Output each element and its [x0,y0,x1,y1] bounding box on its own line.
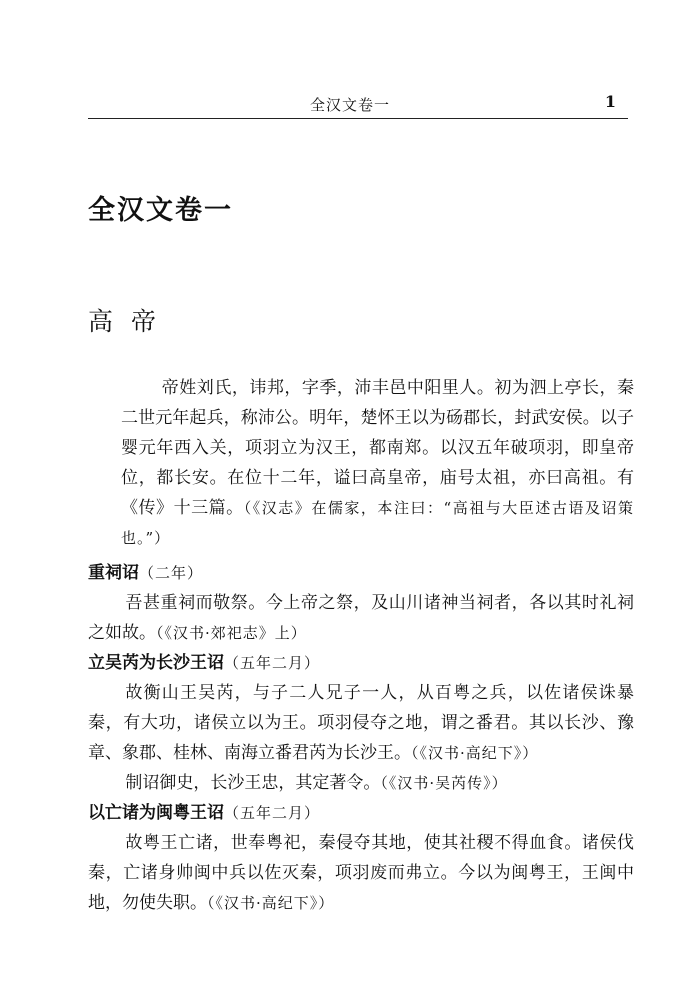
work-paragraph [88,768,634,798]
work-source: （《汉书·高纪下》） [411,744,539,762]
running-title: 全汉文卷一 [310,96,391,114]
author-name: 高帝 [88,307,175,336]
work-date: （二年） [139,564,204,582]
biography-note: （《汉志》在儒家，本注曰：“高祖与大臣述古语及诏策也。”） [121,499,634,547]
work-title [88,798,634,828]
work-text: 制诏御史，长沙王忠，其定著令。 [125,773,381,793]
work-entry [88,648,634,798]
work-title-text: 重祠诏 [88,563,139,583]
work-text: 故粤王亡诸，世奉粤祀，秦侵夺其地，使其社稷不得血食。诸侯伐秦，亡诸身帅闽中兵以佐灭秦，项羽废而弗立。今以为闽粤王，王闽中地，勿使失职。 [88,833,634,913]
work-entry [88,798,634,918]
work-entry [88,558,634,648]
work-title [88,648,634,678]
work-text: 故衡山王吴芮，与子二人兄子一人，从百粤之兵，以佐诸侯诛暴秦，有大功，诸侯立以为王。项羽侵夺之地，谓之番君。其以长沙、豫章、象郡、桂林、南海立番君芮为长沙王。 [88,683,634,763]
work-source: （《汉书·吴芮传》） [380,774,508,792]
work-paragraph [88,828,634,918]
volume-title: 全汉文卷一 [88,195,233,226]
work-date: （五年二月） [224,804,321,822]
work-title [88,558,634,588]
work-date: （五年二月） [224,654,321,672]
work-paragraph [88,588,634,648]
biography-text: 帝姓刘氏，讳邦，字季，沛丰邑中阳里人。初为泗上亭长，秦二世元年起兵，称沛公。明年，楚怀王以为砀郡长，封武安侯。以子婴元年西入关，项羽立为汉王，都南郑。以汉五年破项羽，即皇帝位，都长安。在位十二年，谥曰高皇帝，庙号太祖，亦曰高祖。有《传》十三篇。 [121,378,634,518]
page-number: 1 [604,92,616,111]
running-header [88,92,628,119]
work-title-text: 立吴芮为长沙王诏 [88,653,224,673]
work-title-text: 以亡诸为闽粤王诏 [88,803,224,823]
author-biography [121,373,634,553]
work-source: （《汉书·郊祀志》上） [156,624,307,642]
work-source: （《汉书·高纪下》） [207,894,335,912]
work-text: 吾甚重祠而敬祭。今上帝之祭，及山川诸神当祠者，各以其时礼祠之如故。 [88,593,634,643]
work-paragraph [88,678,634,768]
works-section [88,558,634,918]
